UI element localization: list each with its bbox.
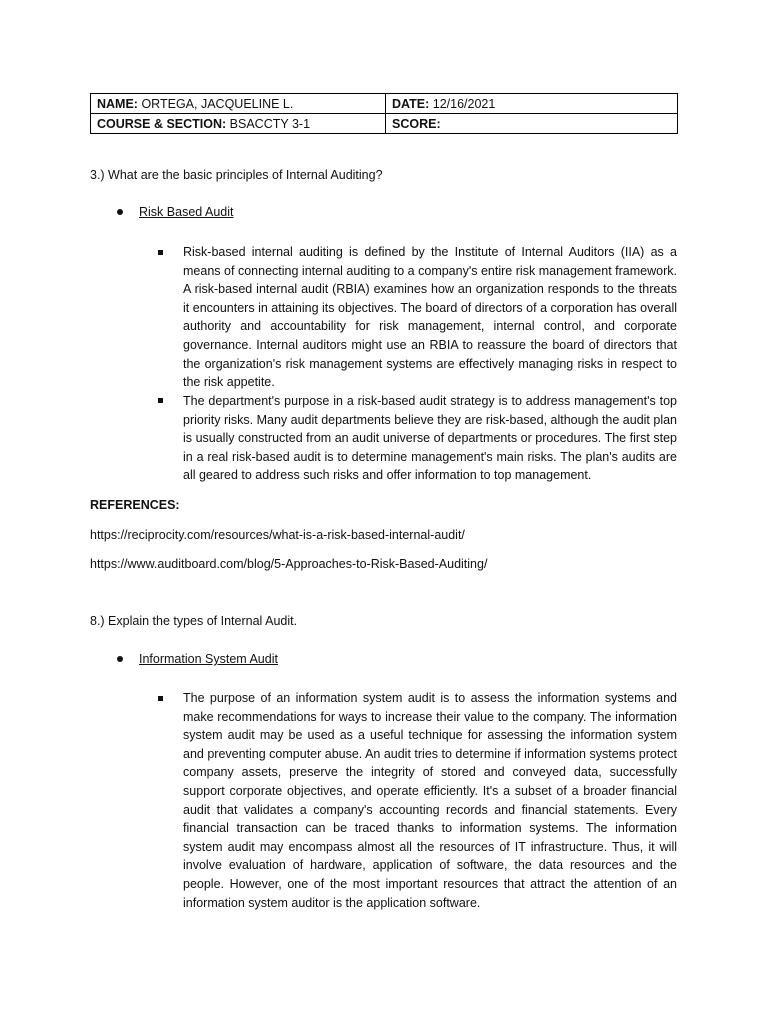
course-value: BSACCTY 3-1 — [229, 116, 311, 131]
date-cell — [386, 94, 678, 114]
bullet-square-icon — [158, 398, 163, 403]
student-info-table — [90, 93, 678, 134]
name-value: ORTEGA, JACQUELINE L. — [141, 96, 294, 111]
score-label: SCORE: — [392, 116, 441, 131]
reference-link[interactable]: https://reciprocity.com/resources/what-is-a-risk-based-internal-audit/ — [90, 528, 465, 542]
score-cell — [386, 114, 678, 134]
paragraph: Risk-based internal auditing is defined by the Institute of Internal Auditors (IIA) as a means of connecting internal auditing to a company's entire risk management framework. A risk-based internal audit (RBIA) examines how an organization responds to the threats it encounters in attaining its objectives. The board of directors of a corporation has overall authority and accountability for risk management, internal control, and corporate governance. Internal auditors might use an RBIA to reassure the board of directors that the organization's risk management systems are effectively managing risks in respect to the risk appetite. — [183, 245, 677, 390]
name-label: NAME: — [97, 96, 138, 111]
paragraph: The department's purpose in a risk-based audit strategy is to address management's top priority risks. Many audit departments believe they are risk-based, although the audit plan is usually constructed from an audit universe of departments or procedures. The first step in a real risk-based audit is to determine management's main risks. The plan's audits are all geared to address such risks and offer information to top management. — [183, 394, 678, 483]
name-cell — [91, 94, 386, 114]
paragraph: The purpose of an information system audit is to assess the information systems and make recommendations for ways to increase their value to the company. The information system audit may be used as a useful technique for assessing the information system and preventing computer abuse. An audit tries to determine if information systems protect company assets, preserve the integrity of stored and conveyed data, successfully support corporate objectives, and operate efficiently. It's a subset of a broader financial audit that validates a company's accounting records and financial statements. Every financial transaction can be traced thanks to information systems. The information system audit may encompass almost all the resources of IT infrastructure. Thus, it will involve evaluation of hardware, application of software, the data resources and the people. However, one of the most important resources that attract the attention of an information system auditor is the application software. — [183, 691, 678, 910]
reference-link[interactable]: https://www.auditboard.com/blog/5-Approaches-to-Risk-Based-Auditing/ — [90, 557, 488, 571]
section-risk-based-audit — [117, 205, 234, 219]
course-label: COURSE & SECTION: — [97, 116, 227, 131]
references-label: REFERENCES: — [90, 498, 180, 512]
question-8: 8.) Explain the types of Internal Audit. — [90, 614, 298, 628]
question-3: 3.) What are the basic principles of Internal Auditing? — [90, 168, 383, 182]
section-title: Information System Audit — [139, 652, 278, 666]
bullet-square-icon — [158, 250, 163, 255]
section-title: Risk Based Audit — [139, 205, 234, 219]
section-information-system-audit — [117, 652, 278, 666]
date-label: DATE: — [392, 96, 430, 111]
bullet-dot-icon — [117, 656, 123, 662]
bullet-square-icon — [158, 696, 163, 701]
bullet-dot-icon — [117, 209, 123, 215]
date-value: 12/16/2021 — [432, 96, 496, 111]
course-cell — [91, 114, 386, 134]
